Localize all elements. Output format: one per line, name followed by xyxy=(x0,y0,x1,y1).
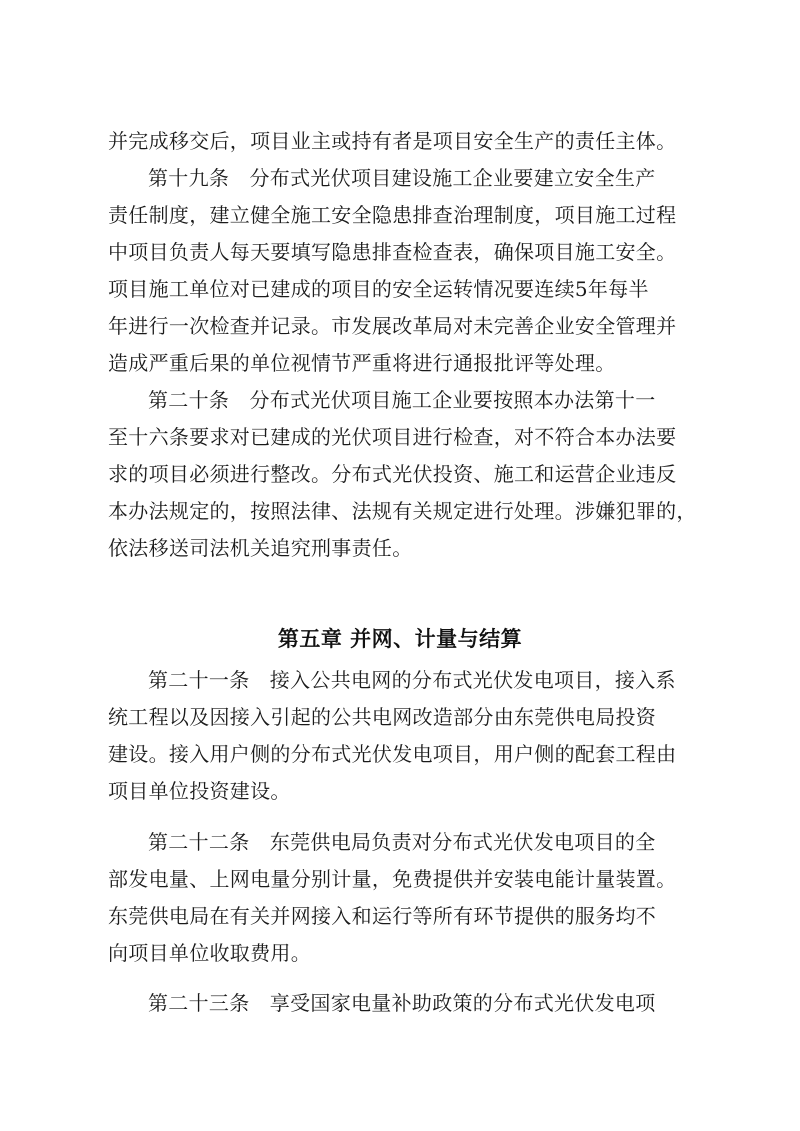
text-line: 向项目单位收取费用。 xyxy=(108,941,311,965)
article-20-line: 第二十条 分布式光伏项目施工企业要按照本办法第十一 xyxy=(148,388,656,412)
text-line: 求的项目必须进行整改。分布式光伏投资、施工和运营企业违反 xyxy=(108,462,677,486)
chapter-heading: 第五章 并网、计量与结算 xyxy=(277,627,523,651)
text-line: 中项目负责人每天要填写隐患排查检查表，确保项目施工安全。 xyxy=(108,240,677,264)
text-line: 造成严重后果的单位视情节严重将进行通报批评等处理。 xyxy=(108,351,616,375)
text-line: 统工程以及因接入引起的公共电网改造部分由东莞供电局投资 xyxy=(108,705,657,729)
text-line: 依法移送司法机关追究刑事责任。 xyxy=(108,536,413,560)
text-line: 部发电量、上网电量分别计量，免费提供并安装电能计量装置。 xyxy=(108,867,677,891)
text-line: 东莞供电局在有关并网接入和运行等所有环节提供的服务均不 xyxy=(108,904,657,928)
article-21-line: 第二十一条 接入公共电网的分布式光伏发电项目，接入系 xyxy=(148,668,676,692)
text-line: 建设。接入用户侧的分布式光伏发电项目，用户侧的配套工程由 xyxy=(108,742,677,766)
text-line: 责任制度，建立健全施工安全隐患排查治理制度，项目施工过程 xyxy=(108,203,677,227)
text-line: 项目施工单位对已建成的项目的安全运转情况要连续5年每半 xyxy=(108,277,649,301)
text-line: 年进行一次检查并记录。市发展改革局对未完善企业安全管理并 xyxy=(108,314,677,338)
text-line: 本办法规定的，按照法律、法规有关规定进行处理。涉嫌犯罪的， xyxy=(108,499,697,523)
text-line: 至十六条要求对已建成的光伏项目进行检查，对不符合本办法要 xyxy=(108,425,677,449)
text-line: 项目单位投资建设。 xyxy=(108,779,291,803)
article-23-line: 第二十三条 享受国家电量补助政策的分布式光伏发电项 xyxy=(148,991,656,1015)
text-line: 并完成移交后，项目业主或持有者是项目安全生产的责任主体。 xyxy=(108,129,677,153)
article-19-line: 第十九条 分布式光伏项目建设施工企业要建立安全生产 xyxy=(148,166,656,190)
article-22-line: 第二十二条 东莞供电局负责对分布式光伏发电项目的全 xyxy=(148,830,656,854)
